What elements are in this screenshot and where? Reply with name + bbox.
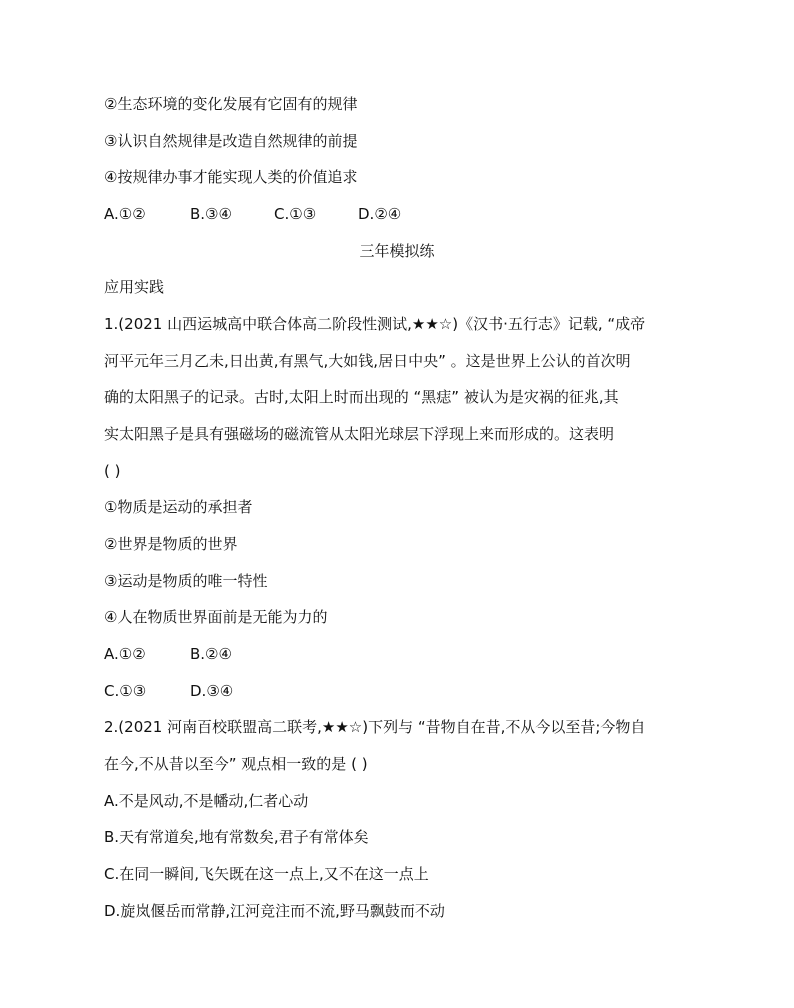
statement-3: ③认识自然规律是改造自然规律的前提: [104, 132, 358, 150]
statement-2: ②生态环境的变化发展有它固有的规律: [104, 95, 358, 113]
q2-stem-line-2: 在今,不从昔以至今” 观点相一致的是 ( ): [104, 755, 368, 773]
q1-option-d: D.③④: [190, 682, 234, 700]
q1-statement-4: ④人在物质世界面前是无能为力的: [104, 608, 328, 626]
q1-stem-line-2: 河平元年三月乙未,日出黄,有黑气,大如钱,居日中央” 。这是世界上公认的首次明: [104, 352, 631, 370]
q2-option-b: B.天有常道矣,地有常数矣,君子有常体矣: [104, 828, 369, 846]
section-title: 三年模拟练: [359, 242, 435, 260]
q1-stem-line-1: 1.(2021 山西运城高中联合体高二阶段性测试,★★☆)《汉书·五行志》记载, “成帝: [104, 315, 646, 333]
q1-statement-1: ①物质是运动的承担者: [104, 498, 253, 516]
q1-stem-line-3: 确的太阳黑子的记录。古时,太阳上时而出现的 “黑痣” 被认为是灾祸的征兆,其: [104, 388, 619, 406]
q1-statement-2: ②世界是物质的世界: [104, 535, 238, 553]
q2-option-c: C.在同一瞬间,飞矢既在这一点上,又不在这一点上: [104, 865, 429, 883]
option-c: C.①③: [274, 205, 317, 223]
q1-answer-blank: ( ): [104, 462, 121, 480]
q2-option-d: D.旋岚偃岳而常静,江河竞注而不流,野马飘鼓而不动: [104, 902, 445, 920]
option-a: A.①②: [104, 205, 146, 223]
section-subtitle: 应用实践: [104, 278, 165, 296]
q1-statement-3: ③运动是物质的唯一特性: [104, 572, 268, 590]
option-d: D.②④: [358, 205, 402, 223]
q1-option-a: A.①②: [104, 645, 146, 663]
q2-stem-line-1: 2.(2021 河南百校联盟高二联考,★★☆)下列与 “昔物自在昔,不从今以至昔;今物自: [104, 718, 646, 736]
q1-option-b: B.②④: [190, 645, 232, 663]
q1-option-c: C.①③: [104, 682, 147, 700]
q2-option-a: A.不是风动,不是幡动,仁者心动: [104, 792, 309, 810]
statement-4: ④按规律办事才能实现人类的价值追求: [104, 168, 358, 186]
q1-stem-line-4: 实太阳黑子是具有强磁场的磁流管从太阳光球层下浮现上来而形成的。这表明: [104, 425, 615, 443]
option-b: B.③④: [190, 205, 232, 223]
